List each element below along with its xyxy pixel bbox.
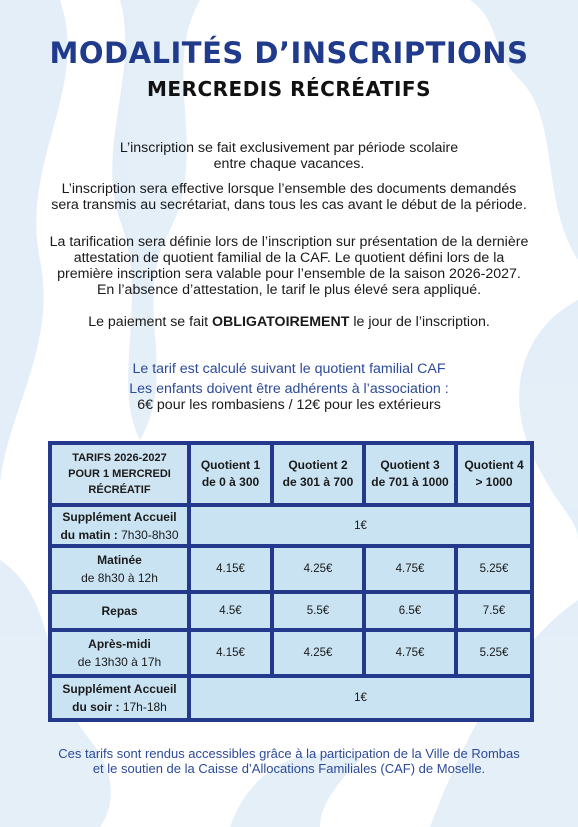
price-cell: 4.25€ [272,630,364,676]
row-label-line: de 8h30 à 12h [81,571,158,585]
column-header-quotient-1 [189,443,272,505]
price-cell: 4.15€ [189,546,272,592]
row-label-line: Matinée [97,553,142,567]
column-header-quotient-4 [456,443,532,505]
text-line: entre chaque vacances. [213,156,365,172]
price-cell: 4.25€ [272,546,364,592]
column-header-line: de 701 à 1000 [371,475,449,489]
row-label-apres-midi [50,630,189,676]
table-row [50,630,532,676]
price-accueil-soir: 1€ [189,676,532,720]
footer-line: Ces tarifs sont rendus accessibles grâce à la participation de la Ville de Rombas [58,746,520,761]
price-cell: 4.75€ [364,630,456,676]
row-label-line: Supplément Accueil [62,682,177,696]
tarif-info-line: Les enfants doivent être adhérents à l’association : [129,381,449,397]
text-fragment: Le paiement se fait [88,314,213,330]
price-cell: 5.25€ [456,630,532,676]
column-header-line: de 301 à 700 [282,475,354,489]
table-header-row [50,443,532,505]
tarif-info-line: 6€ pour les rombasiens / 12€ pour les extérieurs [137,397,441,413]
price-cell: 4.75€ [364,546,456,592]
row-label-part: du soir : [72,700,120,714]
column-header-line: Quotient 3 [380,458,440,472]
tarifs-table [48,441,534,722]
header-line: TARIFS 2026-2027 [72,452,167,464]
price-cell: 4.5€ [189,592,272,630]
header-line: POUR 1 MERCREDI [68,468,171,480]
page-subtitle: MERCREDIS RÉCRÉATIFS [147,77,431,101]
row-label-line [52,526,187,544]
price-cell: 4.15€ [189,630,272,676]
tarif-info [0,361,578,413]
column-header-line: Quotient 2 [288,458,348,472]
price-accueil-matin: 1€ [189,505,532,546]
row-label-line: Supplément Accueil [62,509,177,524]
text-line: attestation de quotient familial de la CAF. Le quotient défini lors de la [73,250,505,266]
price-cell: 5.5€ [272,592,364,630]
text-line: L’inscription se fait exclusivement par période scolaire [119,140,459,156]
paragraph-tarification [0,234,578,298]
text-line: En l’absence d’attestation, le tarif le plus élevé sera appliqué. [96,282,482,298]
table-row [50,546,532,592]
table-row [50,676,532,720]
row-label-line: de 13h30 à 17h [77,655,162,669]
row-label-matinee [50,546,189,592]
row-label-part: du matin : [60,527,118,542]
row-label-hours: 7h30-8h30 [117,527,179,542]
table-row [50,505,532,546]
footer-line: et le soutien de la Caisse d’Allocations Familiales (CAF) de Moselle. [92,761,486,776]
text-line: sera transmis au secrétariat, dans tous les cas avant le début de la période. [51,197,527,213]
emphasis-text: OBLIGATOIREMENT [212,314,350,330]
row-label-line [52,698,187,716]
table-row [50,592,532,630]
row-label-hours: 17h-18h [119,700,167,714]
column-header-line: Quotient 1 [200,458,261,472]
row-label-repas: Repas [50,592,189,630]
price-cell: 6.5€ [364,592,456,630]
price-cell: 7.5€ [456,592,532,630]
column-header-quotient-2 [272,443,364,505]
row-label-line: Après-midi [88,637,151,651]
text-fragment: le jour de l’inscription. [349,314,490,330]
column-header-quotient-3 [364,443,456,505]
table-header-title [50,443,189,505]
text-line [0,314,578,330]
column-header-line: Quotient 4 [464,458,524,472]
column-header-line: de 0 à 300 [201,475,260,489]
column-header-line: > 1000 [475,475,513,489]
paragraph-periode [0,140,578,172]
price-cell: 5.25€ [456,546,532,592]
paragraph-paiement [0,314,578,330]
paragraph-documents [0,181,578,213]
row-label-accueil-soir [50,676,189,720]
footer-note [0,746,578,776]
text-line: L’inscription sera effective lorsque l’ensemble des documents demandés [61,181,517,197]
page-title: MODALITÉS D’INSCRIPTIONS [49,36,529,70]
text-line: première inscription sera valable pour l’ensemble de la saison 2026-2027. [57,266,521,282]
header-line: RÉCRÉATIF [88,484,151,496]
tarif-info-line: Le tarif est calculé suivant le quotient familial CAF [132,361,446,377]
text-line: La tarification sera définie lors de l’inscription sur présentation de la dernière [49,234,529,250]
row-label-accueil-matin [50,505,189,546]
